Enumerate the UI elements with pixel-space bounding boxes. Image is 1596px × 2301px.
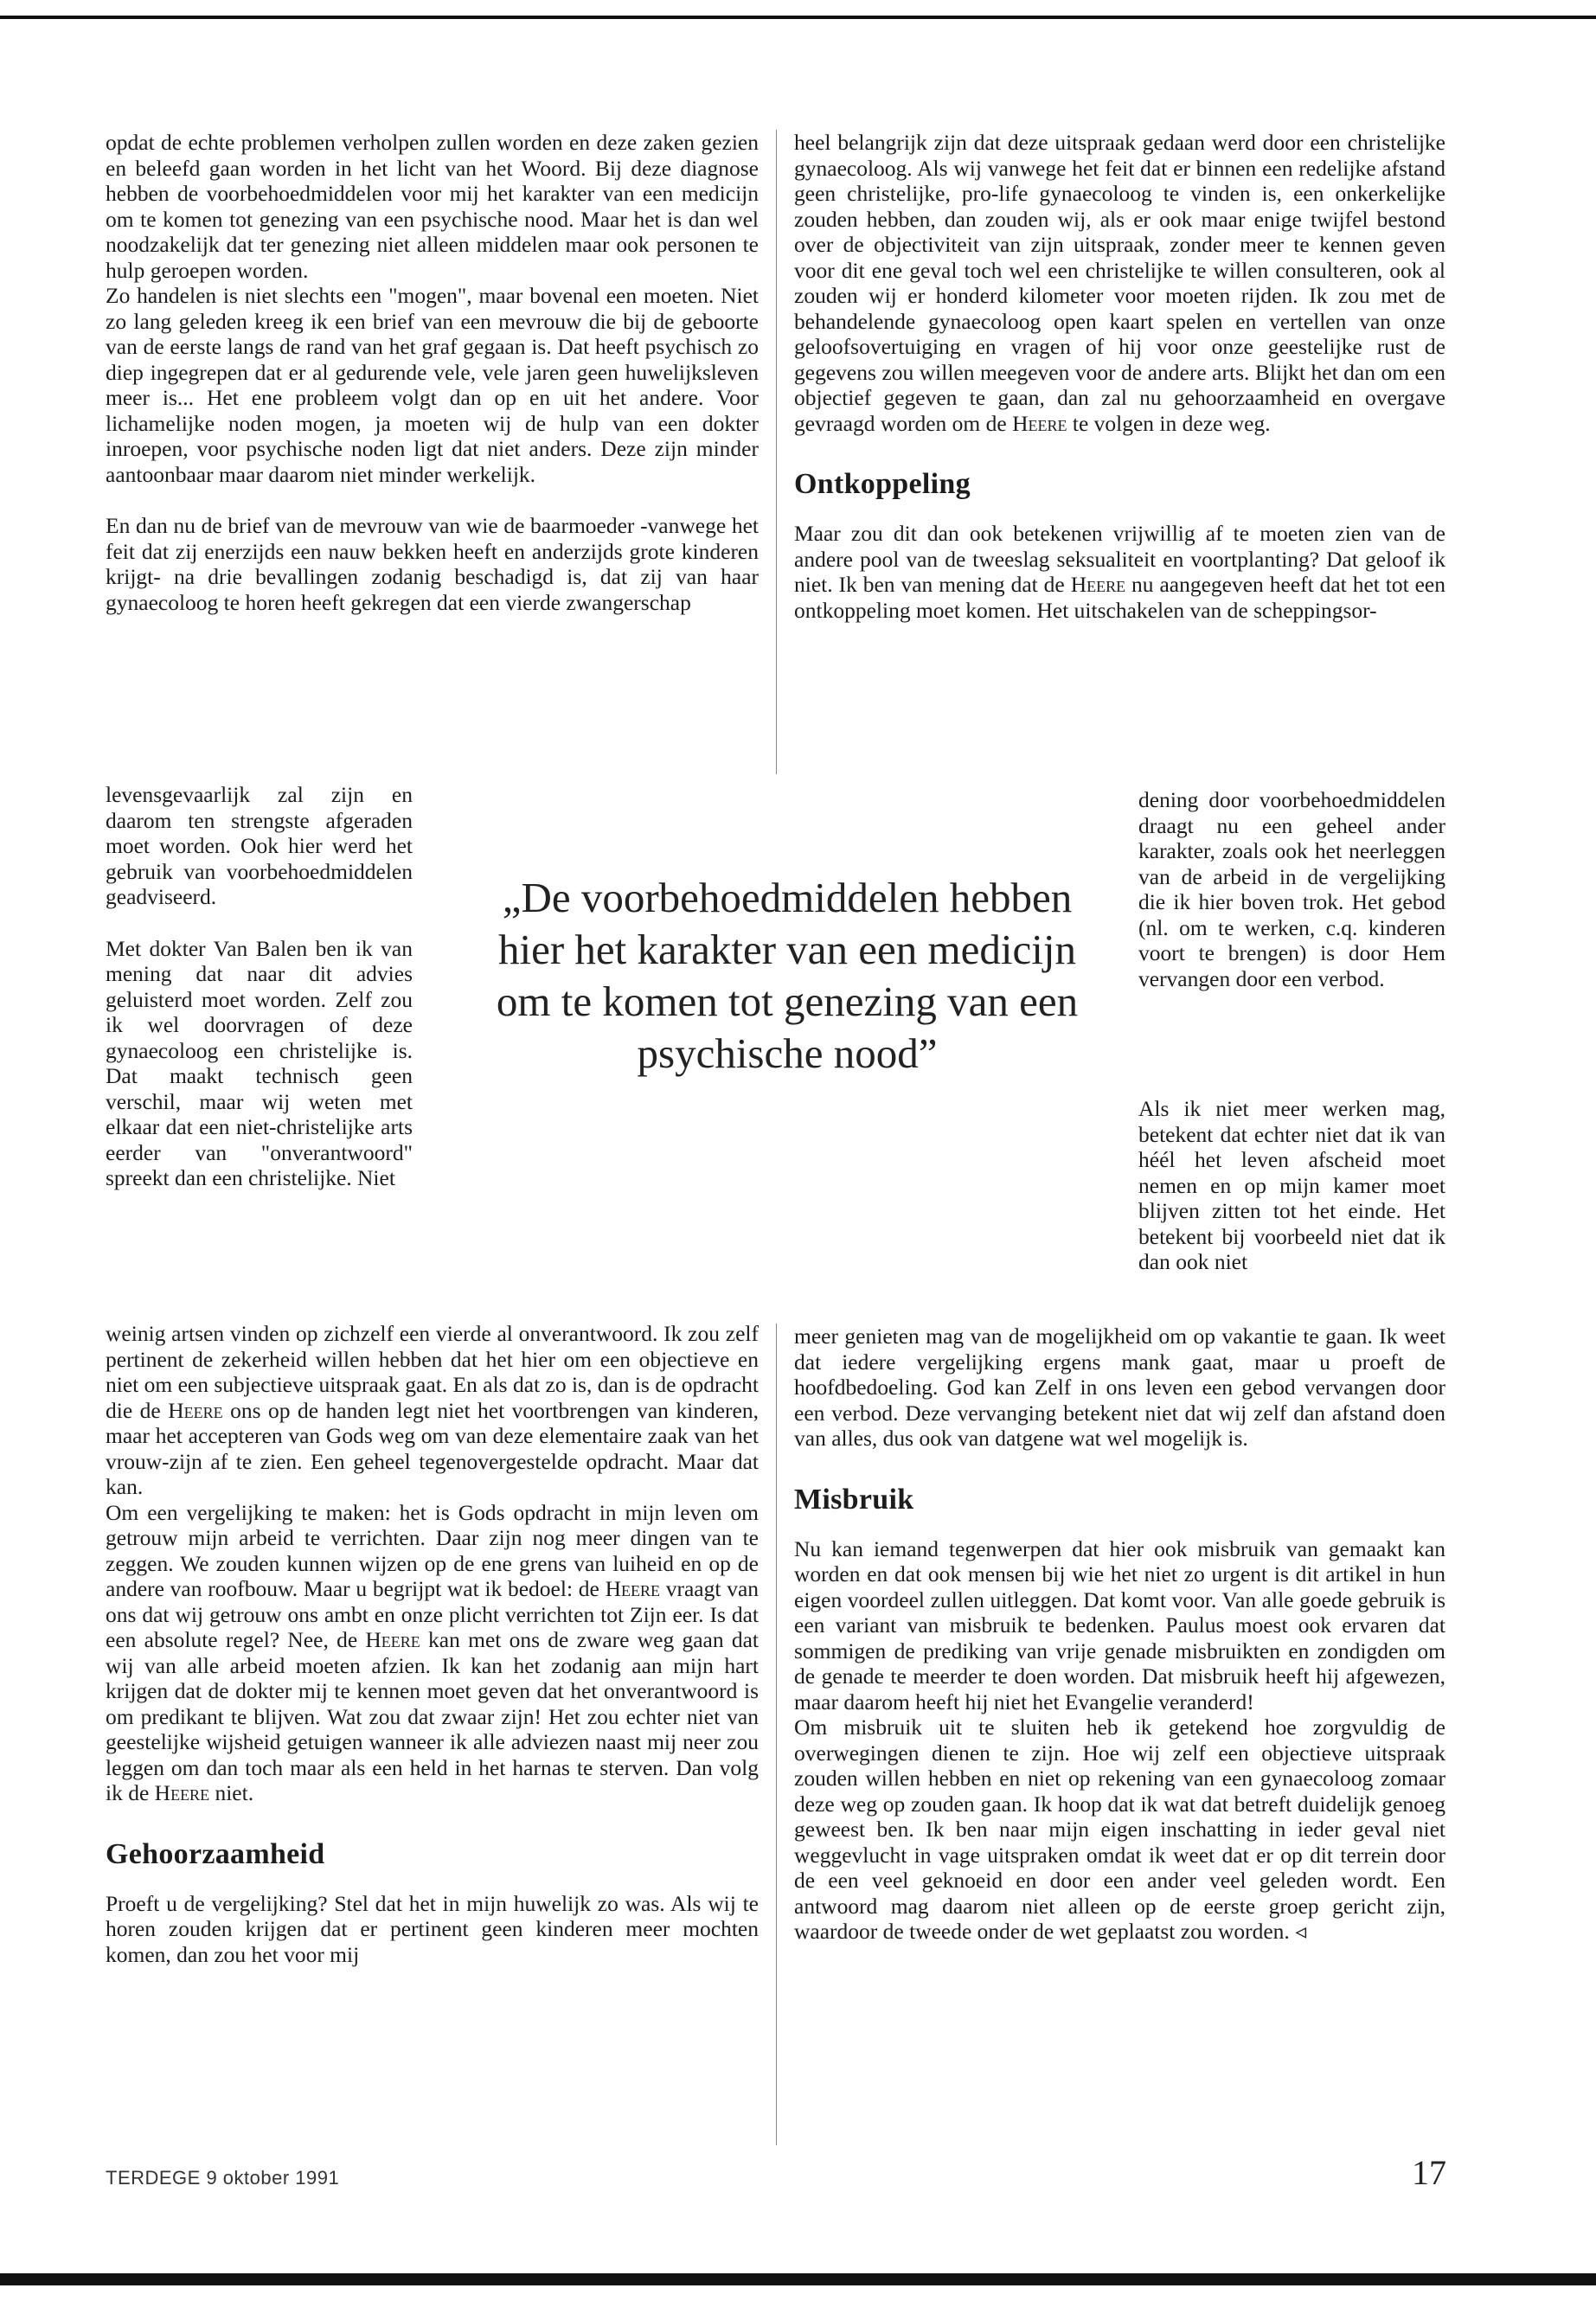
section-heading-gehoorzaamheid: Gehoorzaamheid: [106, 1837, 325, 1870]
pull-quote: „De voorbehoedmiddelen hebben hier het karakter van een medicijn om te komen tot genezing van een psychische nood”: [496, 874, 1079, 1077]
column-divider: [776, 1324, 777, 2145]
right-column-bottom: [794, 1324, 1445, 1945]
left-column-narrow: [106, 782, 413, 1191]
right-column-narrow-2: [1138, 1096, 1445, 1275]
paragraph: levensgevaarlijk zal zijn en daarom ten strengste afgeraden moet worden. Ook hier werd het gebruik van voorbehoedmiddelen geadviseerd.: [106, 782, 413, 909]
paragraph: Met dokter Van Balen ben ik van mening dat naar dit advies geluisterd moet worden. Zelf zou ik wel doorvragen of deze gynaecoloog een christelijke is. Dat maakt technisch geen verschil, maar wij weten met elkaar dat een niet-christelijke arts eerder van "onverantwoord" spreekt dan een christelijke. Niet: [106, 935, 413, 1190]
footer-publication: TERDEGE 9 oktober 1991: [106, 2167, 340, 2189]
bottom-rule: [0, 2273, 1596, 2285]
paragraph: Maar zou dit dan ook betekenen vrijwillig af te moeten zien van de andere pool van de tweeslag seksualiteit en voortplanting? Dat geloof ik niet. Ik ben van mening dat de Heere nu aangegeven heeft dat het tot een ontkoppeling moet komen. Het uitschakelen van de scheppingsor-: [794, 521, 1446, 623]
paragraph: meer genieten mag van de mogelijkheid om op vakantie te gaan. Ik weet dat iedere vergelijking ergens mank gaat, maar u proeft de hoofdbedoeling. God kan Zelf in ons leven een gebod vervangen door een verbod. Deze vervanging betekent niet dat wij zelf dan afstand doen van alles, dus ook van datgene wat wel mogelijk is.: [794, 1324, 1445, 1451]
paragraph: Als ik niet meer werken mag, betekent dat echter niet dat ik van héél het leven afscheid moet nemen en op mijn kamer moet blijven zitten tot het einde. Het betekent bij voorbeeld niet dat ik dan ook niet: [1138, 1096, 1445, 1274]
paragraph: Om misbruik uit te sluiten heb ik getekend hoe zorgvuldig de overwegingen dienen te zijn. Hoe wij zelf een objectieve uitspraak zouden willen hebben en niet op rekening van een gynaecoloog zomaar deze weg op zouden gaan. Ik hoop dat ik wat dat betreft duidelijk genoeg geweest ben. Ik ben naar mijn eigen inschatting in ieder geval niet weggevlucht in vage uitspraken omdat ik weet dat er op dit terrein door de een veel geknoeid en door een ander veel geleden wordt. Een antwoord mag daarom niet alleen op de eerste groep gericht zijn, waardoor de tweede onder de wet geplaatst zou worden. ◃: [794, 1715, 1445, 1944]
paragraph: Proeft u de vergelijking? Stel dat het in mijn huwelijk zo was. Als wij te horen zouden krijgen dat er pertinent geen kinderen meer mochten komen, dan zou het voor mij: [106, 1890, 759, 1967]
paragraph: Zo handelen is niet slechts een "mogen", maar bovenal een moeten. Niet zo lang geleden kreeg ik een brief van een mevrouw die bij de geboorte van de eerste langs de rand van het graf gegaan is. Dat heeft psychisch zo diep ingegrepen dat er al gedurende vele, vele jaren geen huwelijksleven meer is... Het ene probleem volgt dan op en uit het andere. Voor lichamelijke noden mogen, ja moeten wij de hulp van een dokter inroepen, voor psychische noden ligt dat niet anders. Deze zijn minder aantoonbaar maar daarom niet minder werkelijk.: [106, 283, 759, 487]
section-heading-misbruik: Misbruik: [794, 1483, 914, 1516]
heere-smallcaps: Heere: [1012, 410, 1067, 436]
page-number: 17: [1412, 2153, 1446, 2192]
paragraph: opdat de echte problemen verholpen zullen worden en deze zaken gezien en beleefd gaan worden in het licht van het Woord. Bij deze diagnose hebben de voorbehoedmiddelen voor mij het karakter van een medicijn om te komen tot genezing van een psychische nood. Maar het is dan wel noodzakelijk dat ter genezing niet alleen middelen maar ook personen te hulp geroepen worden.: [106, 130, 759, 283]
left-column-bottom: [106, 1321, 759, 1967]
column-divider: [776, 130, 777, 774]
paragraph: heel belangrijk zijn dat deze uitspraak gedaan werd door een christelijke gynaecoloog. Als wij vanwege het feit dat er binnen een redelijke afstand geen christelijke, pro-life gynaecoloog te vinden is, een onkerkelijke zouden hebben, dan zouden wij, als er ook maar enige twijfel bestond over de objectiviteit van zijn uitspraak, zonder meer te kennen geven voor dit ene geval toch wel een christelijke te willen consulteren, ook al zouden wij er honderd kilometer voor moeten rijden. Ik zou met de behandelende gynaecoloog open kaart spelen en vertellen van onze geloofsovertuiging en vragen of hij voor onze geestelijke rust de gegevens zou willen meegeven voor de andere arts. Blijkt het dan om een objectief gegeven te gaan, dan zal nu gehoorzaamheid en overgave gevraagd worden om de Heere te volgen in deze weg.: [794, 130, 1445, 436]
right-column-narrow: [1138, 787, 1445, 991]
paragraph: Om een vergelijking te maken: het is Gods opdracht in mijn leven om getrouw mijn arbeid te verrichten. Daar zijn nog meer dingen van te zeggen. We zouden kunnen wijzen op de ene grens van luiheid en op de andere van roofbouw. Maar u begrijpt wat ik bedoel: de Heere vraagt van ons dat wij getrouw ons ambt en onze plicht verrichten tot Zijn eer. Is dat een absolute regel? Nee, de Heere kan met ons de zware weg gaan dat wij van alle arbeid moeten afzien. Ik kan het zodanig aan mijn hart krijgen dat de dokter mij te kennen moet geven dat het onverantwoord is om predikant te blijven. Wat zou dat zwaar zijn! Het zou echter niet van geestelijke wijsheid getuigen wanneer ik alle adviezen naast mij neer zou leggen om dan toch maar als een held in het harnas te sterven. Dan volg ik de Heere niet.: [106, 1499, 760, 1805]
end-mark-icon: ◃: [1295, 1919, 1306, 1944]
paragraph: En dan nu de brief van de mevrouw van wie de baarmoeder -vanwege het feit dat zij enerzijds een nauw bekken heeft en anderzijds grote kinderen krijgt- na drie bevallingen zodanig beschadigd is, dat zij van haar gynaecoloog te horen heeft gekregen dat een vierde zwangerschap: [106, 513, 759, 615]
left-column-top: [106, 130, 759, 615]
section-heading-ontkoppeling: Ontkoppeling: [794, 468, 971, 500]
paragraph: weinig artsen vinden op zichzelf een vierde al onverantwoord. Ik zou zelf pertinent de zekerheid willen hebben dat het hier om een objectieve en niet om een subjectieve uitspraak gaat. En als dat zo is, dan is de opdracht die de Heere ons op de handen legt niet het voortbrengen van kinderen, maar het accepteren van Gods weg om van deze elementaire zaak van het vrouw-zijn af te zien. Een geheel tegenovergestelde opdracht. Maar dat kan.: [106, 1321, 759, 1499]
paragraph: dening door voorbehoedmiddelen draagt nu een geheel ander karakter, zoals ook het neerleggen van de arbeid in de vergelijking die ik hier boven trok. Het gebod (nl. om te werken, c.q. kinderen voort te brengen) is door Hem vervangen door een verbod.: [1138, 787, 1445, 991]
heere-smallcaps: Heere: [168, 1397, 223, 1423]
right-column-top: [794, 130, 1445, 623]
top-rule: [0, 16, 1596, 19]
paragraph: Nu kan iemand tegenwerpen dat hier ook misbruik van gemaakt kan worden en dat ook mensen bij wie het niet zo urgent is dit artikel in hun eigen voordeel zullen uitleggen. Dat komt voor. Van alle goede gebruik is een variant van misbruik te bedenken. Paulus moest ook ervaren dat sommigen de prediking van vrije genade misbruikten en zondigden om de genade te meerder te doen worden. Dat misbruik heeft hij afgewezen, maar daarom heeft hij niet het Evangelie veranderd!: [794, 1535, 1445, 1715]
